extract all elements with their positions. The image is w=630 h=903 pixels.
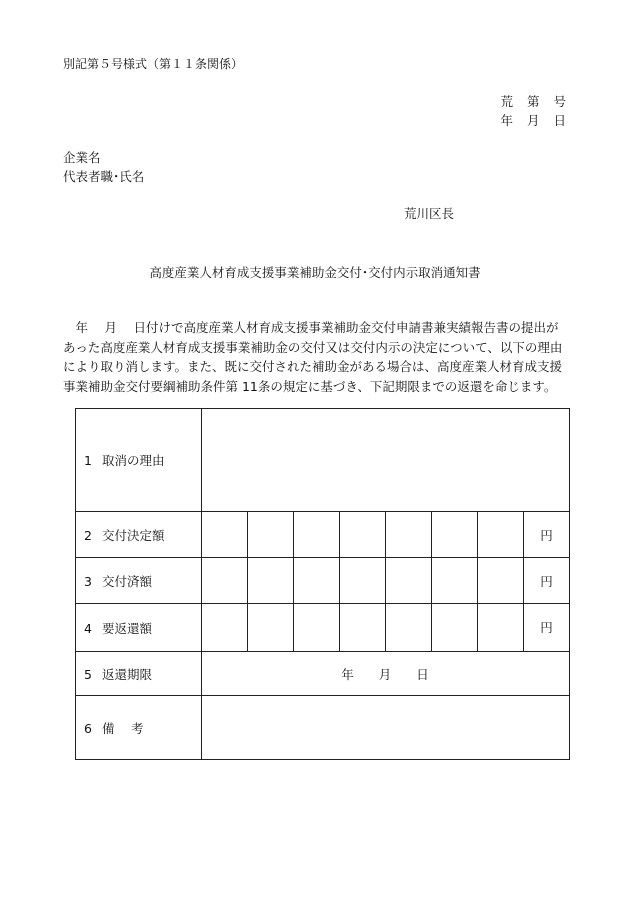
sender-name: 荒川区長	[404, 206, 455, 221]
reference-number: 荒第号	[500, 94, 580, 109]
digit-cell[interactable]	[294, 604, 340, 652]
digit-cell[interactable]	[432, 512, 478, 558]
digit-cell[interactable]	[386, 558, 432, 604]
row-label-text: 交付済額	[102, 573, 153, 589]
digit-cell[interactable]	[294, 558, 340, 604]
table-row-paid-amount	[76, 558, 570, 604]
digit-cell[interactable]	[340, 558, 386, 604]
row-number: 1	[84, 453, 92, 468]
addressee-representative: 代表者職･氏名	[63, 169, 145, 184]
yen-unit[interactable]: 円	[524, 512, 570, 558]
row-label	[76, 652, 202, 696]
digit-cell[interactable]	[248, 558, 294, 604]
reference-date: 年月日	[500, 113, 580, 128]
cancellation-table	[75, 408, 570, 760]
row-label-text: 返還期限	[102, 666, 153, 682]
row-label-text: 要返還額	[102, 620, 153, 636]
digit-cell[interactable]	[202, 604, 248, 652]
table-row-decided-amount	[76, 512, 570, 558]
digit-cell[interactable]	[432, 604, 478, 652]
form-number: 別記第５号様式（第１１条関係）	[63, 57, 244, 71]
row-label-text: 取消の理由	[102, 453, 165, 468]
row-number: 4	[84, 620, 92, 636]
digit-cell[interactable]	[202, 558, 248, 604]
digit-cell[interactable]	[432, 558, 478, 604]
table-row-refund-amount	[76, 604, 570, 652]
row-label-text: 備 考	[102, 720, 144, 736]
digit-cell[interactable]	[386, 604, 432, 652]
row-label	[76, 696, 202, 760]
table-row-deadline	[76, 652, 570, 696]
deadline-date-cell[interactable]	[202, 652, 570, 696]
day-label: 日	[416, 666, 430, 682]
body-paragraph: 年 月 日付けで高度産業人材育成支援事業補助金交付申請書兼実績報告書の提出があった高度産業人材育成支援事業補助金の交付又は交付内示の決定について、以下の理由により取り消します。また、既に交付された補助金がある場合は、高度産業人材育成支援事業補助金交付要綱補助条件第 11条の規定に基づき、下記期限までの返還を命じます。	[63, 320, 563, 394]
row-label	[76, 409, 202, 512]
row-number: 5	[84, 666, 92, 682]
row-label	[76, 512, 202, 558]
digit-cell[interactable]	[294, 512, 340, 558]
digit-cell[interactable]	[478, 512, 524, 558]
year-label: 年	[341, 666, 355, 682]
row-label	[76, 604, 202, 652]
digit-cell[interactable]	[248, 512, 294, 558]
row-number: 3	[84, 573, 92, 589]
digit-cell[interactable]	[340, 512, 386, 558]
digit-cell[interactable]	[478, 604, 524, 652]
row-label-text: 交付決定額	[102, 527, 165, 543]
remarks-input-cell[interactable]	[202, 696, 570, 760]
digit-cell[interactable]	[340, 604, 386, 652]
table-row-remarks	[76, 696, 570, 760]
row-number: 6	[84, 720, 92, 736]
month-label: 月	[378, 666, 393, 682]
digit-cell[interactable]	[386, 512, 432, 558]
table-row-reason	[76, 409, 570, 512]
yen-unit[interactable]: 円	[524, 558, 570, 604]
digit-cell[interactable]	[478, 558, 524, 604]
reason-input-cell[interactable]	[202, 409, 570, 512]
digit-cell[interactable]	[248, 604, 294, 652]
row-label	[76, 558, 202, 604]
addressee-company: 企業名	[63, 150, 101, 165]
digit-cell[interactable]	[202, 512, 248, 558]
document-title: 高度産業人材育成支援事業補助金交付･交付内示取消通知書	[149, 265, 481, 280]
yen-unit[interactable]: 円	[524, 604, 570, 652]
row-number: 2	[84, 527, 92, 543]
